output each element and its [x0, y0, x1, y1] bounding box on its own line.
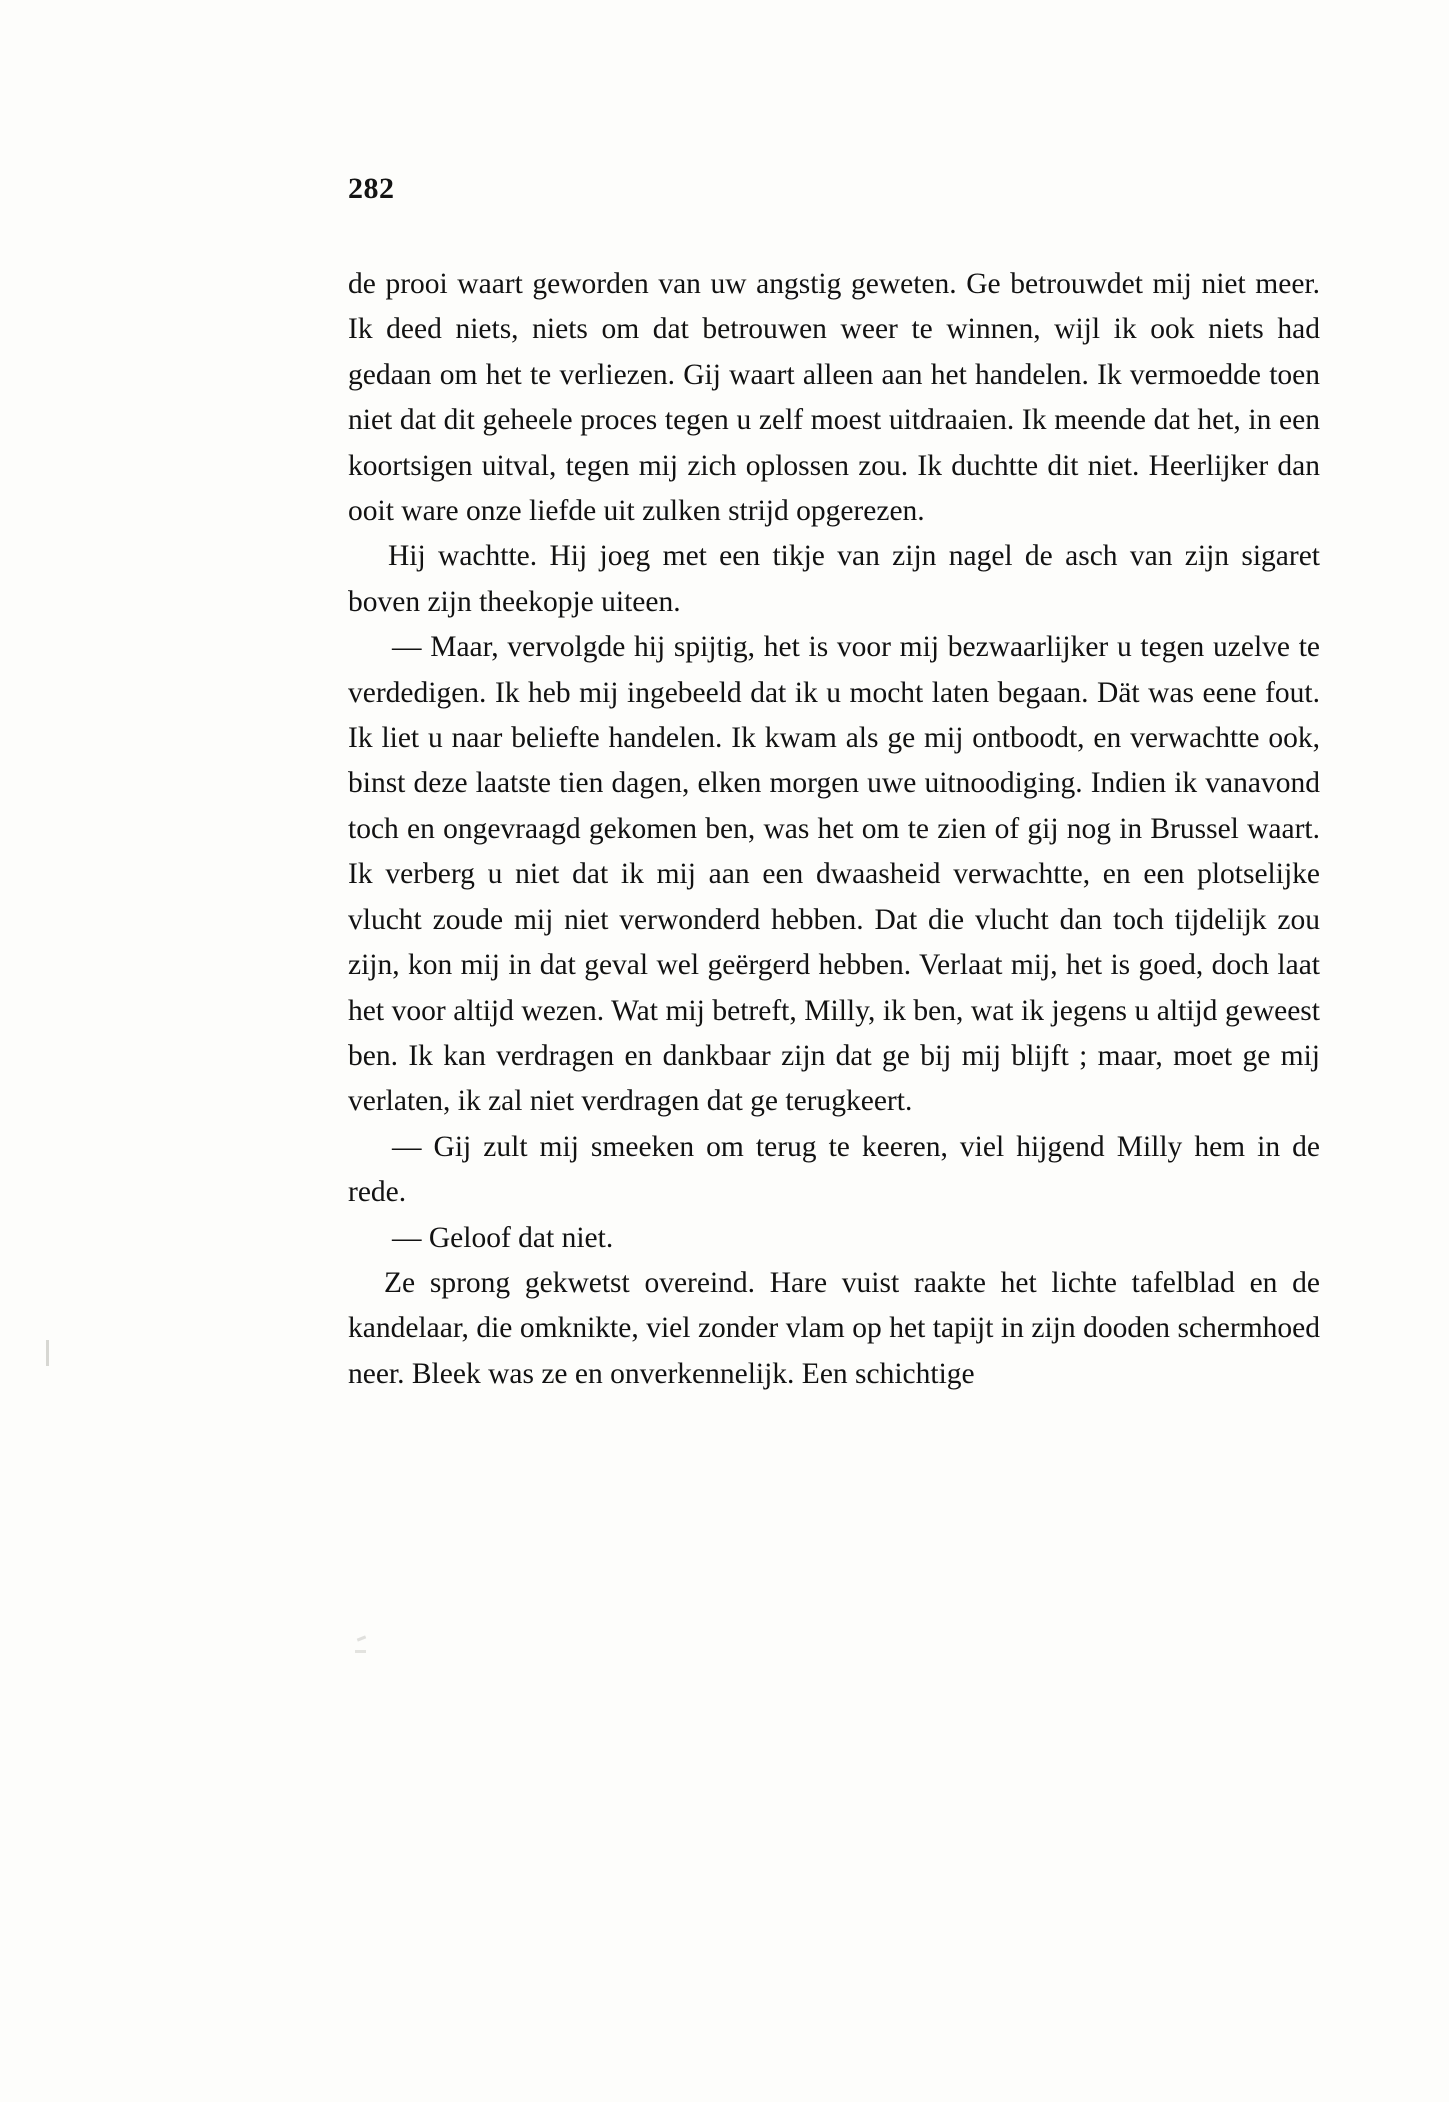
page-text-body	[348, 262, 1320, 1397]
paragraph: Ze sprong gekwetst overeind. Hare vuist raakte het lichte tafelblad en de kandelaar, die omknikte, viel zonder vlam op het tapijt in zijn dooden schermhoed neer. Bleek was ze en onverkennelijk. Een schichtige	[348, 1266, 1320, 1390]
scan-artifact-mark	[46, 1340, 49, 1366]
paragraph: Hij wachtte. Hij joeg met een tikje van zijn nagel de asch van zijn sigaret boven zijn theekopje uiteen.	[348, 540, 1320, 618]
paragraph: — Geloof dat niet.	[392, 1221, 614, 1254]
page-number: 282	[348, 172, 395, 205]
scan-artifact-mark	[355, 1650, 366, 1653]
paragraph: de prooi waart geworden van uw angstig geweten. Ge betrouwdet mij niet meer. Ik deed niets, niets om dat betrouwen weer te winnen, wijl ik ook niets had gedaan om het te verliezen. Gij waart alleen aan het handelen. Ik vermoedde toen niet dat dit geheele proces tegen u zelf moest uitdraaien. Ik meende dat het, in een koortsigen uitval, tegen mij zich oplossen zou. Ik duchtte dit niet. Heerlijker dan ooit ware onze liefde uit zulken strijd opgerezen.	[348, 268, 1320, 528]
scan-artifact-mark	[357, 1635, 366, 1641]
paragraph: — Maar, vervolgde hij spijtig, het is voor mij bezwaarlijker u tegen uzelve te verdedigen. Ik heb mij ingebeeld dat ik u mocht laten begaan. Dät was eene fout. Ik liet u naar beliefte handelen. Ik kwam als ge mij ontboodt, en verwachtte ook, binst deze laatste tien dagen, elken morgen uwe uitnoodiging. Indien ik vanavond toch en ongevraagd gekomen ben, was het om te zien of gij nog in Brussel waart. Ik verberg u niet dat ik mij aan een dwaasheid verwachtte, en een plotselijke vlucht zoude mij niet verwonderd hebben. Dat die vlucht dan toch tijdelijk zou zijn, kon mij in dat geval wel geërgerd hebben. Verlaat mij, het is goed, doch laat het voor altijd wezen. Wat mij betreft, Milly, ik ben, wat ik jegens u altijd geweest ben. Ik kan verdragen en dankbaar zijn dat ge bij mij blijft ; maar, moet ge mij verlaten, ik zal niet verdragen dat ge terugkeert.	[348, 631, 1320, 1118]
paragraph: — Gij zult mij smeeken om terug te keeren, viel hijgend Milly hem in de rede.	[348, 1130, 1320, 1209]
